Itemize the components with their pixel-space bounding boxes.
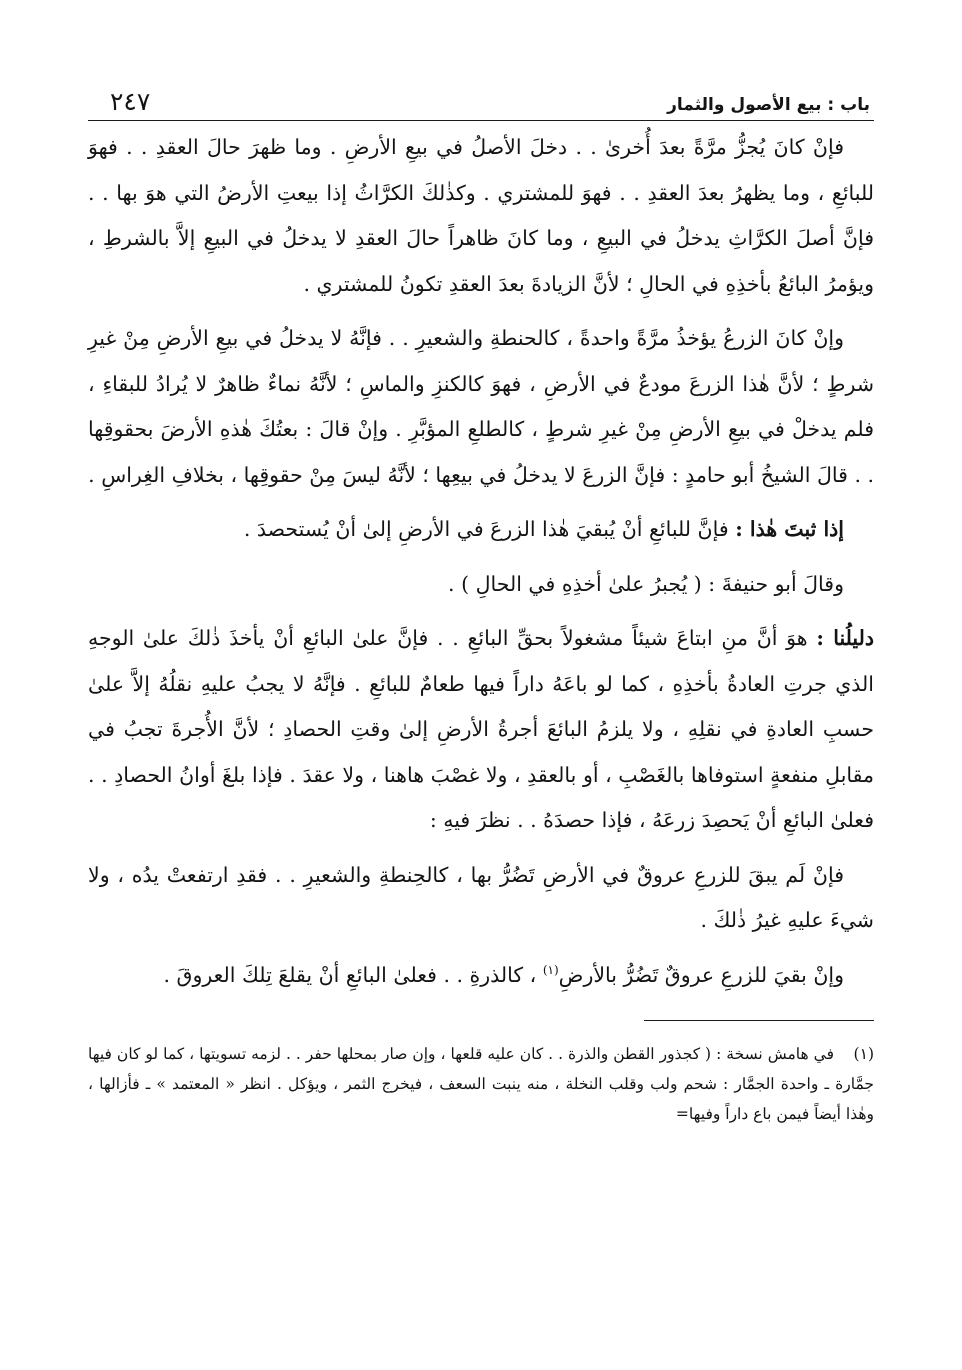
footnote <box>88 1039 874 1129</box>
paragraph-lead: إذا ثبتَ هٰذا : <box>735 517 844 541</box>
running-header <box>88 80 874 121</box>
paragraph <box>88 853 874 944</box>
chapter-title: باب : بيع الأصول والثمار <box>667 95 870 115</box>
paragraph-text: وإنْ بقيَ للزرعِ عروقٌ تَضُرُّ بالأرضِ <box>558 962 844 987</box>
paragraph <box>88 616 874 844</box>
paragraph-text: هوَ أنَّ منِ ابتاعَ شيئاً مشغولاً بحقِّ البائعِ . . فإنَّ علىٰ البائعِ أنْ يأخذَ ذٰلكَ علىٰ الوجهِ الذي جرتِ العادةُ بأخذِهِ ، كما لو باعَهُ داراً فيها طعامٌ للبائعِ . فإنَّهُ لا يجبُ عليهِ نقلُهُ إلاَّ علىٰ حسبِ العادةِ في نقلِهِ ، ولا يلزمُ البائعَ أجرةُ الأرضِ إلىٰ وقتِ الحصادِ ؛ لأنَّ الأُجرةَ تجبُ في مقابلِ منفعةٍ استوفاها بالغَصْبِ ، أو بالعقدِ ، ولا غصْبَ هاهنا ، ولا عقدَ . فإذا بلغَ أوانُ الحصادِ . . فعلىٰ البائعِ أنْ يَحصِدَ زرعَهُ ، فإذا حصدَهُ . . نظرَ فيهِ : <box>88 626 874 832</box>
footnote-number: (١) <box>853 1045 874 1063</box>
footnote-reference[interactable]: (١) <box>542 962 559 977</box>
footnote-separator <box>644 1020 874 1021</box>
paragraph-lead: دليلُنا : <box>816 626 874 650</box>
paragraph <box>88 562 874 608</box>
footnote-text: في هامش نسخة : ( كجذور القطن والذرة . . كان عليه قلعها ، وإن صار بمحلها حفر . . لزمه تسويتها ، كما لو كان فيها جمَّارة ـ واحدة الجمَّار : شحم ولب وقلب النخلة ، منه ينبت السعف ، فيخرج الثمر ، ويؤكل . انظر « المعتمد » ـ فأزالها ، وهٰذا أيضاً فيمن باع داراً وفيها= <box>88 1045 874 1123</box>
paragraph <box>88 125 874 307</box>
page-number: ٢٤٧ <box>110 87 151 116</box>
paragraph-text: وإنْ كانَ الزرعُ يؤخذُ مرَّةً واحدةً ، كالحنطةِ والشعيرِ . . فإنَّهُ لا يدخلُ في بيعِ الأرضِ مِنْ غيرِ شرطٍ ؛ لأنَّ هٰذا الزرعَ مودعٌ في الأرضِ ، فهوَ كالكنزِ والماسِ ؛ لأنَّهُ نماءٌ ظاهرٌ لا يُرادُ للبقاءِ ، فلم يدخلْ في بيعِ الأرضِ مِنْ غيرِ شرطٍ ، كالطلعِ المؤبَّرِ . وإنْ قالَ : بعتُكَ هٰذهِ الأرضَ بحقوقِها . . قالَ الشيخُ أبو حامدٍ : فإنَّ الزرعَ لا يدخلُ في بيعِها ؛ لأنَّهُ ليسَ مِنْ حقوقِها ، بخلافِ الغِراسِ . <box>88 326 874 487</box>
paragraph-text: فإنْ لَم يبقَ للزرعِ عروقٌ في الأرضِ تَضُرُّ بها ، كالحِنطةِ والشعيرِ . . فقدِ ارتفعتْ يدُه ، ولا شيءَ عليهِ غيرُ ذٰلكَ . <box>88 862 874 932</box>
paragraph-text: فإنَّ للبائعِ أنْ يُبقيَ هٰذا الزرعَ في الأرضِ إلىٰ أنْ يُستحصدَ . <box>243 517 729 541</box>
paragraph <box>88 507 874 553</box>
paragraph-text: وقالَ أبو حنيفةَ : ( يُجبرُ علىٰ أخذِهِ في الحالِ ) . <box>448 571 844 596</box>
paragraph-text: فإنْ كانَ يُجزُّ مرَّةً بعدَ أُخرىٰ . . دخلَ الأصلُ في بيعِ الأرضِ . وما ظهرَ حالَ العقدِ . . فهوَ للبائعِ ، وما يظهرُ بعدَ العقدِ . . فهوَ للمشتري . وكذٰلكَ الكرَّاثُ إذا بيعتِ الأرضُ التي هوَ بها . . فإنَّ أصلَ الكرَّاثِ يدخلُ في البيعِ ، وما كانَ ظاهراً حالَ العقدِ لا يدخلُ في البيعِ إلاَّ بالشرطِ ، ويؤمرُ البائعُ بأخذِهِ في الحالِ ؛ لأنَّ الزيادةَ بعدَ العقدِ تكونُ للمشتري . <box>88 135 874 296</box>
paragraph-text: ، كالذرةِ . . فعلىٰ البائعِ أنْ يقلعَ تِلكَ العروقَ . <box>163 962 537 987</box>
paragraph <box>88 316 874 498</box>
body-text <box>88 125 874 998</box>
paragraph <box>88 953 874 999</box>
book-page <box>88 80 874 1129</box>
